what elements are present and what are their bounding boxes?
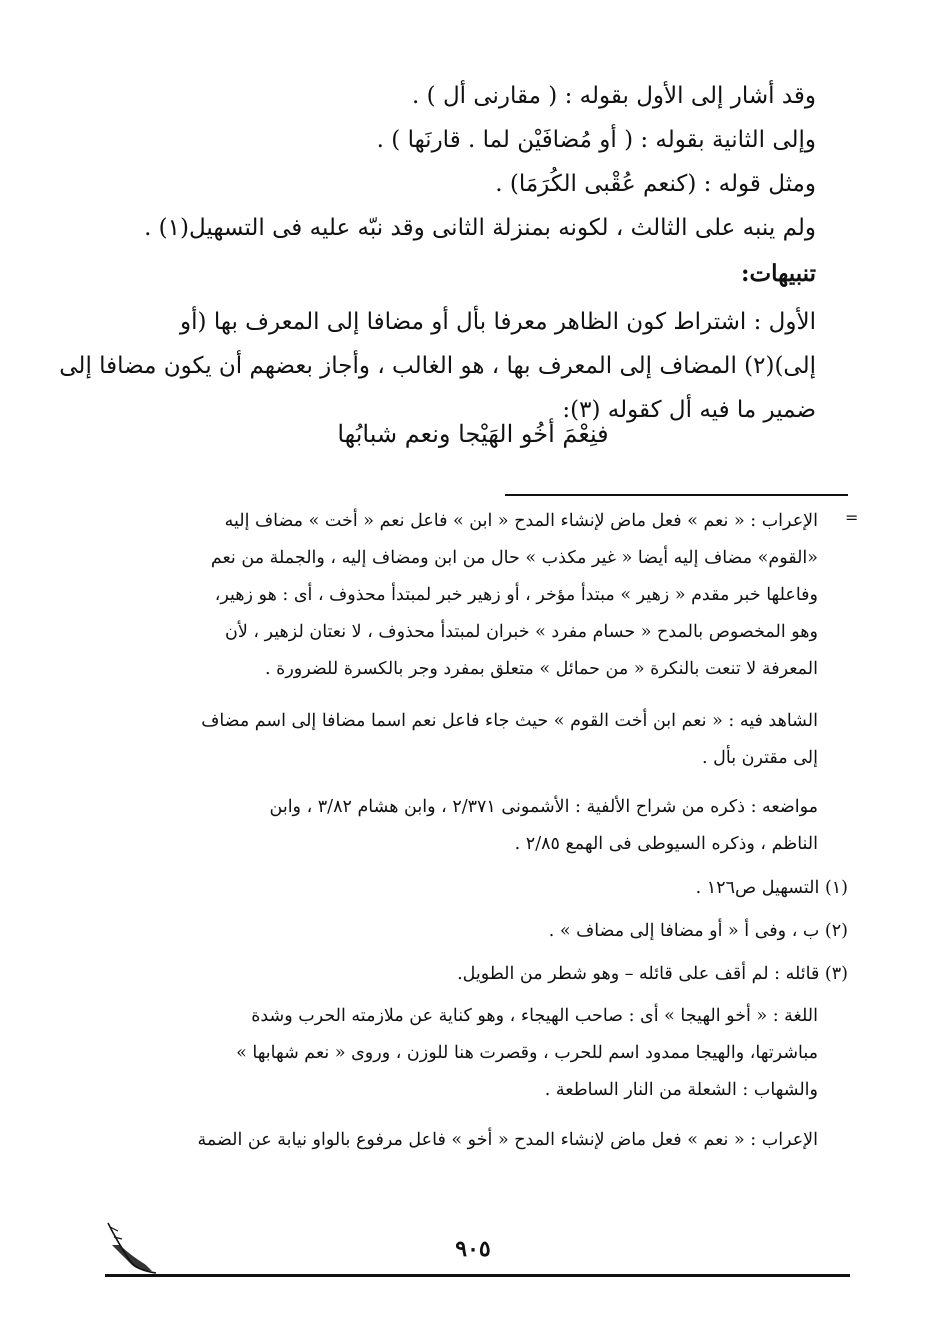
irab-line-4: وهو المخصوص بالمدح « حسام مفرد » خبران لمبتدأ محذوف ، لا نعتان لزهير ، لأن	[225, 622, 818, 642]
footnote-3: (٣) قائله : لم أقف على قائله – وهو شطر من الطويل.	[457, 964, 848, 984]
para-line-3: ضمير ما فيه أل كقوله (٣):	[562, 397, 816, 423]
footnote-2: (٢) ب ، وفى أ « أو مضافا إلى مضاف » .	[548, 921, 848, 941]
irab-line-1: الإعراب : « نعم » فعل ماض لإنشاء المدح « ابن » فاعل نعم « أخت » مضاف إليه	[224, 511, 818, 531]
main-line-2: وإلى الثانية بقوله : ( أو مُضافَيْن لما . قارنَها ) .	[376, 127, 816, 153]
lugha-line-1: اللغة : « أخو الهيجا » أى : صاحب الهيجاء ، وهو كناية عن ملازمته الحرب وشدة	[251, 1006, 818, 1026]
poetry-verse: فنِعْمَ أخُو الهَيْجا ونعم شبابُها	[337, 420, 609, 448]
footnote-1: (١) التسهيل ص١٢٦ .	[695, 878, 848, 898]
quill-ornament-icon	[100, 1215, 160, 1279]
lugha-line-3: والشهاب : الشعلة من النار الساطعة .	[544, 1080, 818, 1100]
irab2-line-1: الإعراب : « نعم » فعل ماض لإنشاء المدح « أخو » فاعل مرفوع بالواو نيابة عن الضمة	[197, 1130, 818, 1150]
footer-rule	[105, 1274, 850, 1277]
main-line-4: ولم ينبه على الثالث ، لكونه بمنزلة الثانى وقد نبّه عليه فى التسهيل(١) .	[144, 215, 816, 241]
mawadi-line-1: مواضعه : ذكره من شراح الألفية : الأشمونى ٢/٣٧١ ، وابن هشام ٣/٨٢ ، وابن	[269, 797, 818, 817]
mawadi-line-2: الناظم ، وذكره السيوطى فى الهمع ٢/٨٥ .	[514, 834, 818, 854]
main-line-1: وقد أشار إلى الأول بقوله : ( مقارنى أل ) .	[412, 83, 816, 109]
irab-line-2: «القوم» مضاف إليه أيضا « غير مكذب » حال من ابن ومضاف إليه ، والجملة من نعم	[210, 548, 818, 568]
lugha-line-2: مباشرتها، والهيجا ممدود اسم للحرب ، وقصرت هنا للوزن ، وروى « نعم شهابها »	[236, 1043, 818, 1063]
irab-line-5: المعرفة لا تنعت بالنكرة « من حمائل » متعلق بمفرد وجر بالكسرة للضرورة .	[265, 659, 818, 679]
shahid-line-2: إلى مقترن بأل .	[702, 748, 818, 768]
para-line-2: إلى)(٢) المضاف إلى المعرف بها ، هو الغالب ، وأجاز بعضهم أن يكون مضافا إلى	[59, 353, 816, 379]
main-line-3: ومثل قوله : (كنعم عُقْبى الكُرَمَا) .	[495, 171, 816, 197]
page-number: ٩٠٥	[455, 1236, 491, 1262]
section-heading: تنبيهات:	[741, 260, 816, 287]
continuation-mark: =	[845, 508, 859, 527]
footnote-divider	[505, 494, 848, 496]
irab-line-3: وفاعلها خبر مقدم « زهير » مبتدأ مؤخر ، أو زهير خبر لمبتدأ محذوف ، أى : هو زهير،	[214, 585, 818, 605]
shahid-line-1: الشاهد فيه : « نعم ابن أخت القوم » حيث جاء فاعل نعم اسما مضافا إلى اسم مضاف	[201, 711, 818, 731]
para-line-1: الأول : اشتراط كون الظاهر معرفا بأل أو مضافا إلى المعرف بها (أو	[180, 309, 816, 335]
